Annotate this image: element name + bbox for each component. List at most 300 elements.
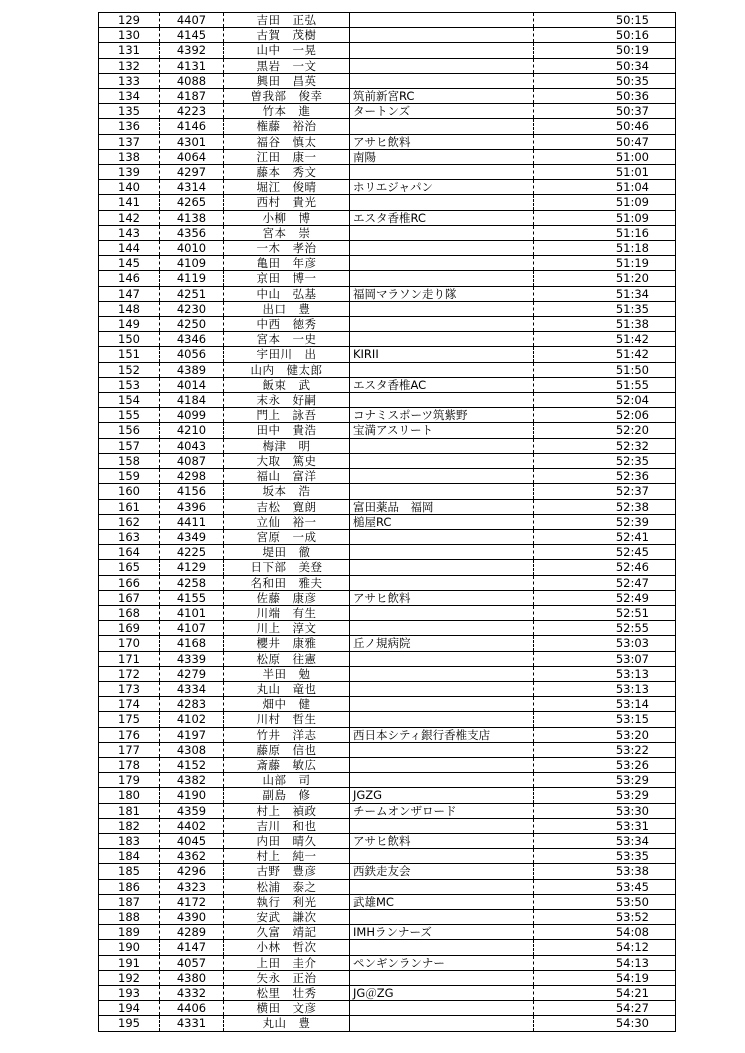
table-row bbox=[99, 666, 676, 681]
finish-time-cell: 50:36 bbox=[534, 89, 676, 104]
runner-name-cell: 川上 淳文 bbox=[224, 621, 350, 636]
table-row bbox=[99, 1001, 676, 1016]
rank-cell: 177 bbox=[99, 742, 160, 757]
team-cell bbox=[350, 666, 534, 681]
table-row bbox=[99, 423, 676, 438]
team-cell: 槌屋RC bbox=[350, 514, 534, 529]
finish-time-cell: 52:39 bbox=[534, 514, 676, 529]
finish-time-cell: 53:03 bbox=[534, 636, 676, 651]
finish-time-cell: 50:19 bbox=[534, 43, 676, 58]
table-row bbox=[99, 727, 676, 742]
rank-cell: 174 bbox=[99, 697, 160, 712]
finish-time-cell: 50:34 bbox=[534, 58, 676, 73]
finish-time-cell: 53:38 bbox=[534, 864, 676, 879]
team-cell bbox=[350, 545, 534, 560]
runner-name-cell: 堤田 徹 bbox=[224, 545, 350, 560]
team-cell: 丘ノ規病院 bbox=[350, 636, 534, 651]
finish-time-cell: 52:45 bbox=[534, 545, 676, 560]
team-cell bbox=[350, 651, 534, 666]
team-cell: 武雄MC bbox=[350, 894, 534, 909]
finish-time-cell: 52:06 bbox=[534, 408, 676, 423]
finish-time-cell: 51:00 bbox=[534, 149, 676, 164]
bib-number-cell: 4296 bbox=[160, 864, 224, 879]
finish-time-cell: 52:46 bbox=[534, 560, 676, 575]
results-table bbox=[98, 12, 676, 1032]
bib-number-cell: 4119 bbox=[160, 271, 224, 286]
team-cell: JG＠ZG bbox=[350, 986, 534, 1001]
table-row bbox=[99, 712, 676, 727]
bib-number-cell: 4155 bbox=[160, 590, 224, 605]
table-row bbox=[99, 681, 676, 696]
finish-time-cell: 51:42 bbox=[534, 332, 676, 347]
results-body bbox=[99, 13, 676, 1032]
runner-name-cell: 村上 禎政 bbox=[224, 803, 350, 818]
bib-number-cell: 4230 bbox=[160, 301, 224, 316]
runner-name-cell: 竹本 進 bbox=[224, 104, 350, 119]
bib-number-cell: 4099 bbox=[160, 408, 224, 423]
runner-name-cell: 田中 貴浩 bbox=[224, 423, 350, 438]
bib-number-cell: 4331 bbox=[160, 1016, 224, 1031]
rank-cell: 170 bbox=[99, 636, 160, 651]
runner-name-cell: 古野 豊彦 bbox=[224, 864, 350, 879]
runner-name-cell: 藤原 信也 bbox=[224, 742, 350, 757]
runner-name-cell: 宮本 崇 bbox=[224, 225, 350, 240]
bib-number-cell: 4057 bbox=[160, 955, 224, 970]
bib-number-cell: 4147 bbox=[160, 940, 224, 955]
rank-cell: 190 bbox=[99, 940, 160, 955]
rank-cell: 176 bbox=[99, 727, 160, 742]
table-row bbox=[99, 43, 676, 58]
finish-time-cell: 51:19 bbox=[534, 256, 676, 271]
runner-name-cell: 松原 往憲 bbox=[224, 651, 350, 666]
runner-name-cell: 梅津 明 bbox=[224, 438, 350, 453]
rank-cell: 151 bbox=[99, 347, 160, 362]
finish-time-cell: 51:35 bbox=[534, 301, 676, 316]
team-cell: JGZG bbox=[350, 788, 534, 803]
runner-name-cell: 出口 豊 bbox=[224, 301, 350, 316]
bib-number-cell: 4289 bbox=[160, 925, 224, 940]
rank-cell: 144 bbox=[99, 241, 160, 256]
team-cell: エスタ香椎RC bbox=[350, 210, 534, 225]
rank-cell: 195 bbox=[99, 1016, 160, 1031]
bib-number-cell: 4172 bbox=[160, 894, 224, 909]
team-cell bbox=[350, 621, 534, 636]
rank-cell: 137 bbox=[99, 134, 160, 149]
bib-number-cell: 4014 bbox=[160, 377, 224, 392]
table-row bbox=[99, 773, 676, 788]
runner-name-cell: 久富 靖記 bbox=[224, 925, 350, 940]
rank-cell: 188 bbox=[99, 909, 160, 924]
rank-cell: 150 bbox=[99, 332, 160, 347]
rank-cell: 181 bbox=[99, 803, 160, 818]
team-cell bbox=[350, 453, 534, 468]
finish-time-cell: 53:29 bbox=[534, 788, 676, 803]
finish-time-cell: 53:52 bbox=[534, 909, 676, 924]
team-cell: 西鉄走友会 bbox=[350, 864, 534, 879]
runner-name-cell: 村上 純一 bbox=[224, 849, 350, 864]
bib-number-cell: 4332 bbox=[160, 986, 224, 1001]
finish-time-cell: 53:34 bbox=[534, 833, 676, 848]
rank-cell: 129 bbox=[99, 13, 160, 28]
runner-name-cell: 坂本 浩 bbox=[224, 484, 350, 499]
team-cell bbox=[350, 909, 534, 924]
runner-name-cell: 京田 博一 bbox=[224, 271, 350, 286]
team-cell: 筑前新宮RC bbox=[350, 89, 534, 104]
rank-cell: 152 bbox=[99, 362, 160, 377]
rank-cell: 153 bbox=[99, 377, 160, 392]
table-row bbox=[99, 803, 676, 818]
bib-number-cell: 4283 bbox=[160, 697, 224, 712]
runner-name-cell: 丸山 竜也 bbox=[224, 681, 350, 696]
finish-time-cell: 51:38 bbox=[534, 317, 676, 332]
rank-cell: 171 bbox=[99, 651, 160, 666]
rank-cell: 133 bbox=[99, 73, 160, 88]
rank-cell: 180 bbox=[99, 788, 160, 803]
table-row bbox=[99, 241, 676, 256]
team-cell bbox=[350, 575, 534, 590]
table-row bbox=[99, 742, 676, 757]
finish-time-cell: 51:42 bbox=[534, 347, 676, 362]
finish-time-cell: 54:30 bbox=[534, 1016, 676, 1031]
table-row bbox=[99, 651, 676, 666]
runner-name-cell: 吉田 正弘 bbox=[224, 13, 350, 28]
table-row bbox=[99, 377, 676, 392]
table-row bbox=[99, 13, 676, 28]
table-row bbox=[99, 469, 676, 484]
table-row bbox=[99, 909, 676, 924]
rank-cell: 172 bbox=[99, 666, 160, 681]
team-cell bbox=[350, 332, 534, 347]
rank-cell: 185 bbox=[99, 864, 160, 879]
bib-number-cell: 4184 bbox=[160, 393, 224, 408]
team-cell: ペンギンランナー bbox=[350, 955, 534, 970]
team-cell bbox=[350, 940, 534, 955]
team-cell: 福岡マラソン走り隊 bbox=[350, 286, 534, 301]
finish-time-cell: 53:31 bbox=[534, 818, 676, 833]
bib-number-cell: 4102 bbox=[160, 712, 224, 727]
runner-name-cell: 吉川 和也 bbox=[224, 818, 350, 833]
table-row bbox=[99, 301, 676, 316]
bib-number-cell: 4308 bbox=[160, 742, 224, 757]
finish-time-cell: 53:29 bbox=[534, 773, 676, 788]
rank-cell: 145 bbox=[99, 256, 160, 271]
rank-cell: 169 bbox=[99, 621, 160, 636]
finish-time-cell: 53:13 bbox=[534, 666, 676, 681]
bib-number-cell: 4210 bbox=[160, 423, 224, 438]
rank-cell: 134 bbox=[99, 89, 160, 104]
team-cell bbox=[350, 970, 534, 985]
team-cell bbox=[350, 712, 534, 727]
table-row bbox=[99, 514, 676, 529]
runner-name-cell: 櫻井 康雅 bbox=[224, 636, 350, 651]
rank-cell: 139 bbox=[99, 165, 160, 180]
bib-number-cell: 4107 bbox=[160, 621, 224, 636]
team-cell: 富田薬品 福岡 bbox=[350, 499, 534, 514]
bib-number-cell: 4250 bbox=[160, 317, 224, 332]
bib-number-cell: 4359 bbox=[160, 803, 224, 818]
table-row bbox=[99, 484, 676, 499]
runner-name-cell: 川端 有生 bbox=[224, 605, 350, 620]
bib-number-cell: 4056 bbox=[160, 347, 224, 362]
finish-time-cell: 52:04 bbox=[534, 393, 676, 408]
runner-name-cell: 山内 健太郎 bbox=[224, 362, 350, 377]
bib-number-cell: 4129 bbox=[160, 560, 224, 575]
rank-cell: 155 bbox=[99, 408, 160, 423]
bib-number-cell: 4314 bbox=[160, 180, 224, 195]
runner-name-cell: 藤本 秀文 bbox=[224, 165, 350, 180]
team-cell: エスタ香椎AC bbox=[350, 377, 534, 392]
finish-time-cell: 51:16 bbox=[534, 225, 676, 240]
team-cell bbox=[350, 119, 534, 134]
finish-time-cell: 52:36 bbox=[534, 469, 676, 484]
team-cell bbox=[350, 438, 534, 453]
table-row bbox=[99, 195, 676, 210]
table-row bbox=[99, 864, 676, 879]
runner-name-cell: 日下部 美登 bbox=[224, 560, 350, 575]
runner-name-cell: 小柳 博 bbox=[224, 210, 350, 225]
rank-cell: 154 bbox=[99, 393, 160, 408]
rank-cell: 189 bbox=[99, 925, 160, 940]
runner-name-cell: 飯束 武 bbox=[224, 377, 350, 392]
finish-time-cell: 54:21 bbox=[534, 986, 676, 1001]
table-row bbox=[99, 180, 676, 195]
finish-time-cell: 54:19 bbox=[534, 970, 676, 985]
table-row bbox=[99, 894, 676, 909]
team-cell bbox=[350, 529, 534, 544]
bib-number-cell: 4101 bbox=[160, 605, 224, 620]
bib-number-cell: 4407 bbox=[160, 13, 224, 28]
finish-time-cell: 53:22 bbox=[534, 742, 676, 757]
bib-number-cell: 4392 bbox=[160, 43, 224, 58]
rank-cell: 149 bbox=[99, 317, 160, 332]
table-row bbox=[99, 347, 676, 362]
table-row bbox=[99, 165, 676, 180]
table-row bbox=[99, 833, 676, 848]
runner-name-cell: 半田 勉 bbox=[224, 666, 350, 681]
bib-number-cell: 4380 bbox=[160, 970, 224, 985]
team-cell bbox=[350, 484, 534, 499]
table-row bbox=[99, 438, 676, 453]
runner-name-cell: 矢永 正治 bbox=[224, 970, 350, 985]
table-row bbox=[99, 590, 676, 605]
bib-number-cell: 4265 bbox=[160, 195, 224, 210]
table-row bbox=[99, 119, 676, 134]
team-cell: タートンズ bbox=[350, 104, 534, 119]
team-cell: アサヒ飲料 bbox=[350, 833, 534, 848]
team-cell bbox=[350, 742, 534, 757]
table-row bbox=[99, 1016, 676, 1031]
bib-number-cell: 4356 bbox=[160, 225, 224, 240]
finish-time-cell: 50:15 bbox=[534, 13, 676, 28]
finish-time-cell: 53:50 bbox=[534, 894, 676, 909]
team-cell bbox=[350, 757, 534, 772]
team-cell bbox=[350, 195, 534, 210]
runner-name-cell: 山中 一晃 bbox=[224, 43, 350, 58]
team-cell: 西日本シティ銀行香椎支店 bbox=[350, 727, 534, 742]
table-row bbox=[99, 499, 676, 514]
rank-cell: 157 bbox=[99, 438, 160, 453]
table-row bbox=[99, 575, 676, 590]
team-cell: アサヒ飲料 bbox=[350, 134, 534, 149]
finish-time-cell: 52:51 bbox=[534, 605, 676, 620]
team-cell bbox=[350, 1001, 534, 1016]
runner-name-cell: 松里 壮秀 bbox=[224, 986, 350, 1001]
team-cell: ホリエジャパン bbox=[350, 180, 534, 195]
bib-number-cell: 4146 bbox=[160, 119, 224, 134]
runner-name-cell: 副島 修 bbox=[224, 788, 350, 803]
finish-time-cell: 51:20 bbox=[534, 271, 676, 286]
bib-number-cell: 4156 bbox=[160, 484, 224, 499]
team-cell bbox=[350, 256, 534, 271]
team-cell bbox=[350, 681, 534, 696]
runner-name-cell: 内田 晴久 bbox=[224, 833, 350, 848]
rank-cell: 162 bbox=[99, 514, 160, 529]
rank-cell: 159 bbox=[99, 469, 160, 484]
finish-time-cell: 51:55 bbox=[534, 377, 676, 392]
team-cell bbox=[350, 1016, 534, 1031]
bib-number-cell: 4145 bbox=[160, 28, 224, 43]
runner-name-cell: 横田 文彦 bbox=[224, 1001, 350, 1016]
runner-name-cell: 山部 司 bbox=[224, 773, 350, 788]
rank-cell: 143 bbox=[99, 225, 160, 240]
table-row bbox=[99, 879, 676, 894]
team-cell bbox=[350, 773, 534, 788]
rank-cell: 135 bbox=[99, 104, 160, 119]
runner-name-cell: 宮本 一史 bbox=[224, 332, 350, 347]
team-cell: チームオンザロード bbox=[350, 803, 534, 818]
bib-number-cell: 4010 bbox=[160, 241, 224, 256]
runner-name-cell: 丸山 豊 bbox=[224, 1016, 350, 1031]
bib-number-cell: 4362 bbox=[160, 849, 224, 864]
bib-number-cell: 4197 bbox=[160, 727, 224, 742]
table-row bbox=[99, 560, 676, 575]
finish-time-cell: 50:46 bbox=[534, 119, 676, 134]
team-cell bbox=[350, 879, 534, 894]
runner-name-cell: 門上 詠吾 bbox=[224, 408, 350, 423]
finish-time-cell: 52:32 bbox=[534, 438, 676, 453]
finish-time-cell: 52:20 bbox=[534, 423, 676, 438]
rank-cell: 183 bbox=[99, 833, 160, 848]
runner-name-cell: 畑中 健 bbox=[224, 697, 350, 712]
bib-number-cell: 4087 bbox=[160, 453, 224, 468]
runner-name-cell: 安武 謙次 bbox=[224, 909, 350, 924]
finish-time-cell: 54:13 bbox=[534, 955, 676, 970]
runner-name-cell: 斎藤 敏広 bbox=[224, 757, 350, 772]
runner-name-cell: 執行 利光 bbox=[224, 894, 350, 909]
runner-name-cell: 福山 富洋 bbox=[224, 469, 350, 484]
table-row bbox=[99, 925, 676, 940]
finish-time-cell: 50:37 bbox=[534, 104, 676, 119]
finish-time-cell: 53:14 bbox=[534, 697, 676, 712]
finish-time-cell: 51:34 bbox=[534, 286, 676, 301]
runner-name-cell: 末永 好嗣 bbox=[224, 393, 350, 408]
table-row bbox=[99, 317, 676, 332]
rank-cell: 194 bbox=[99, 1001, 160, 1016]
rank-cell: 186 bbox=[99, 879, 160, 894]
table-row bbox=[99, 225, 676, 240]
bib-number-cell: 4168 bbox=[160, 636, 224, 651]
rank-cell: 148 bbox=[99, 301, 160, 316]
table-row bbox=[99, 986, 676, 1001]
finish-time-cell: 54:12 bbox=[534, 940, 676, 955]
table-row bbox=[99, 849, 676, 864]
rank-cell: 179 bbox=[99, 773, 160, 788]
finish-time-cell: 52:37 bbox=[534, 484, 676, 499]
finish-time-cell: 51:18 bbox=[534, 241, 676, 256]
bib-number-cell: 4109 bbox=[160, 256, 224, 271]
bib-number-cell: 4258 bbox=[160, 575, 224, 590]
table-row bbox=[99, 605, 676, 620]
bib-number-cell: 4225 bbox=[160, 545, 224, 560]
runner-name-cell: 堀江 俊晴 bbox=[224, 180, 350, 195]
table-row bbox=[99, 529, 676, 544]
team-cell bbox=[350, 560, 534, 575]
bib-number-cell: 4279 bbox=[160, 666, 224, 681]
table-row bbox=[99, 149, 676, 164]
bib-number-cell: 4389 bbox=[160, 362, 224, 377]
team-cell: KIRII bbox=[350, 347, 534, 362]
rank-cell: 182 bbox=[99, 818, 160, 833]
table-row bbox=[99, 210, 676, 225]
runner-name-cell: 立仙 裕一 bbox=[224, 514, 350, 529]
team-cell bbox=[350, 241, 534, 256]
runner-name-cell: 川村 哲生 bbox=[224, 712, 350, 727]
bib-number-cell: 4223 bbox=[160, 104, 224, 119]
rank-cell: 141 bbox=[99, 195, 160, 210]
rank-cell: 167 bbox=[99, 590, 160, 605]
table-row bbox=[99, 256, 676, 271]
table-row bbox=[99, 970, 676, 985]
team-cell bbox=[350, 362, 534, 377]
runner-name-cell: 小林 哲次 bbox=[224, 940, 350, 955]
rank-cell: 130 bbox=[99, 28, 160, 43]
rank-cell: 191 bbox=[99, 955, 160, 970]
team-cell: IMHランナーズ bbox=[350, 925, 534, 940]
team-cell bbox=[350, 73, 534, 88]
table-row bbox=[99, 104, 676, 119]
table-row bbox=[99, 332, 676, 347]
finish-time-cell: 53:13 bbox=[534, 681, 676, 696]
finish-time-cell: 54:27 bbox=[534, 1001, 676, 1016]
rank-cell: 165 bbox=[99, 560, 160, 575]
team-cell bbox=[350, 849, 534, 864]
runner-name-cell: 上田 圭介 bbox=[224, 955, 350, 970]
team-cell bbox=[350, 605, 534, 620]
rank-cell: 193 bbox=[99, 986, 160, 1001]
bib-number-cell: 4043 bbox=[160, 438, 224, 453]
runner-name-cell: 古賀 茂樹 bbox=[224, 28, 350, 43]
rank-cell: 160 bbox=[99, 484, 160, 499]
team-cell: コナミスポーツ筑紫野 bbox=[350, 408, 534, 423]
runner-name-cell: 松浦 泰之 bbox=[224, 879, 350, 894]
team-cell: 宝満アスリート bbox=[350, 423, 534, 438]
team-cell bbox=[350, 317, 534, 332]
team-cell: アサヒ飲料 bbox=[350, 590, 534, 605]
runner-name-cell: 中山 弘基 bbox=[224, 286, 350, 301]
rank-cell: 178 bbox=[99, 757, 160, 772]
runner-name-cell: 江田 康一 bbox=[224, 149, 350, 164]
table-row bbox=[99, 28, 676, 43]
finish-time-cell: 53:15 bbox=[534, 712, 676, 727]
runner-name-cell: 権藤 裕治 bbox=[224, 119, 350, 134]
runner-name-cell: 一木 孝治 bbox=[224, 241, 350, 256]
team-cell bbox=[350, 58, 534, 73]
finish-time-cell: 50:16 bbox=[534, 28, 676, 43]
rank-cell: 132 bbox=[99, 58, 160, 73]
bib-number-cell: 4382 bbox=[160, 773, 224, 788]
rank-cell: 142 bbox=[99, 210, 160, 225]
table-row bbox=[99, 757, 676, 772]
